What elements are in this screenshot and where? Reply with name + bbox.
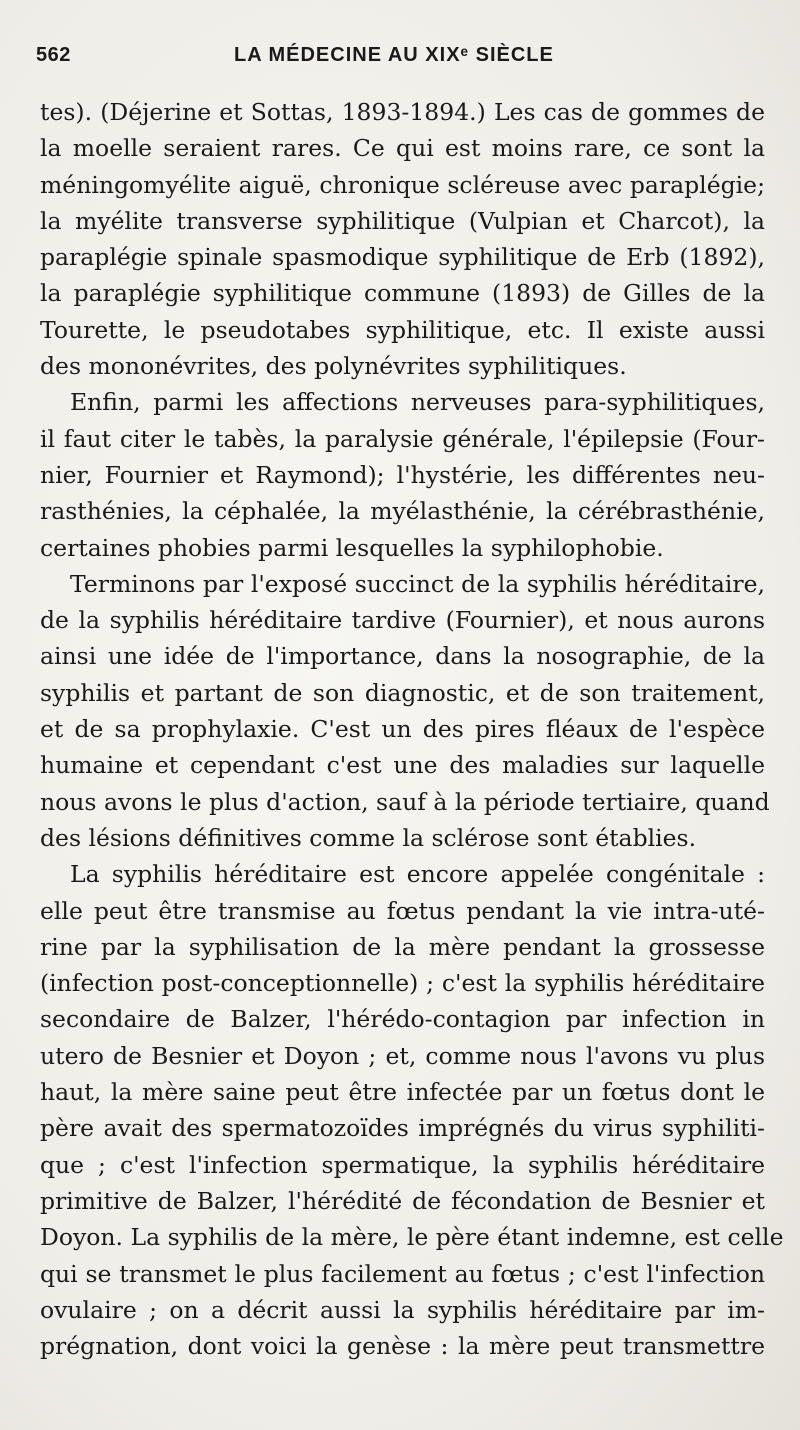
text-line: elle peut être transmise au fœtus pendant la vie intra-uté- [40, 896, 765, 925]
text-line: la moelle seraient rares. Ce qui est moins rare, ce sont la [40, 134, 765, 163]
body-text [40, 94, 784, 1364]
text-line: des mononévrites, des polynévrites syphilitiques. [40, 352, 627, 381]
text-line: paraplégie spinale spasmodique syphilitique de Erb (1892), [40, 243, 765, 272]
text-line: Enfin, parmi les affections nerveuses para-syphilitiques, [70, 388, 765, 417]
text-line: Tourette, le pseudotabes syphilitique, etc. Il existe aussi [40, 315, 765, 344]
text-line: primitive de Balzer, l'hérédité de fécondation de Besnier et [40, 1186, 765, 1215]
page-header [36, 44, 760, 76]
text-line: utero de Besnier et Doyon ; et, comme nous l'avons vu plus [40, 1041, 765, 1070]
text-line: et de sa prophylaxie. C'est un des pires fléaux de l'espèce [40, 715, 765, 744]
text-line: humaine et cependant c'est une des maladies sur laquelle [40, 751, 765, 780]
text-line: qui se transmet le plus facilement au fœtus ; c'est l'infection [40, 1259, 765, 1288]
text-line: nier, Fournier et Raymond); l'hystérie, les différentes neu- [40, 460, 765, 489]
text-line: haut, la mère saine peut être infectée par un fœtus dont le [40, 1078, 765, 1107]
text-line: la myélite transverse syphilitique (Vulpian et Charcot), la [40, 206, 765, 235]
text-line: (infection post-conceptionnelle) ; c'est la syphilis héréditaire [40, 969, 765, 998]
text-line: La syphilis héréditaire est encore appelée congénitale : [70, 860, 765, 889]
text-line: rine par la syphilisation de la mère pendant la grossesse [40, 932, 765, 961]
text-line: ovulaire ; on a décrit aussi la syphilis héréditaire par im- [40, 1295, 765, 1324]
text-line: prégnation, dont voici la genèse : la mère peut transmettre [40, 1332, 765, 1361]
text-line: ainsi une idée de l'importance, dans la nosographie, de la [40, 642, 765, 671]
text-line: rasthénies, la céphalée, la myélasthénie, la cérébrasthénie, [40, 497, 765, 526]
text-line: syphilis et partant de son diagnostic, et de son traitement, [40, 678, 765, 707]
text-line: de la syphilis héréditaire tardive (Fournier), et nous aurons [40, 606, 765, 635]
text-line: secondaire de Balzer, l'hérédo-contagion par infection in [40, 1005, 765, 1034]
text-line: la paraplégie syphilitique commune (1893) de Gilles de la [40, 279, 765, 308]
text-line: nous avons le plus d'action, sauf à la période tertiaire, quand [40, 787, 770, 816]
text-line: tes). (Déjerine et Sottas, 1893-1894.) Les cas de gommes de [40, 98, 765, 126]
page-number: 562 [36, 44, 71, 66]
text-line: Terminons par l'exposé succinct de la syphilis héréditaire, [70, 569, 765, 598]
text-line: des lésions définitives comme la sclérose sont établies. [40, 823, 697, 852]
text-line: Doyon. La syphilis de la mère, le père étant indemne, est celle [40, 1223, 784, 1252]
text-line: certaines phobies parmi lesquelles la syphilophobie. [40, 533, 664, 562]
text-line: méningomyélite aiguë, chronique scléreuse avec paraplégie; [40, 170, 765, 199]
running-head: LA MÉDECINE AU XIXᵉ SIÈCLE [234, 44, 554, 66]
text-line: il faut citer le tabès, la paralysie générale, l'épilepsie (Four- [40, 424, 765, 453]
text-line: que ; c'est l'infection spermatique, la syphilis héréditaire [40, 1150, 765, 1179]
text-line: père avait des spermatozoïdes imprégnés du virus syphiliti- [40, 1114, 765, 1143]
